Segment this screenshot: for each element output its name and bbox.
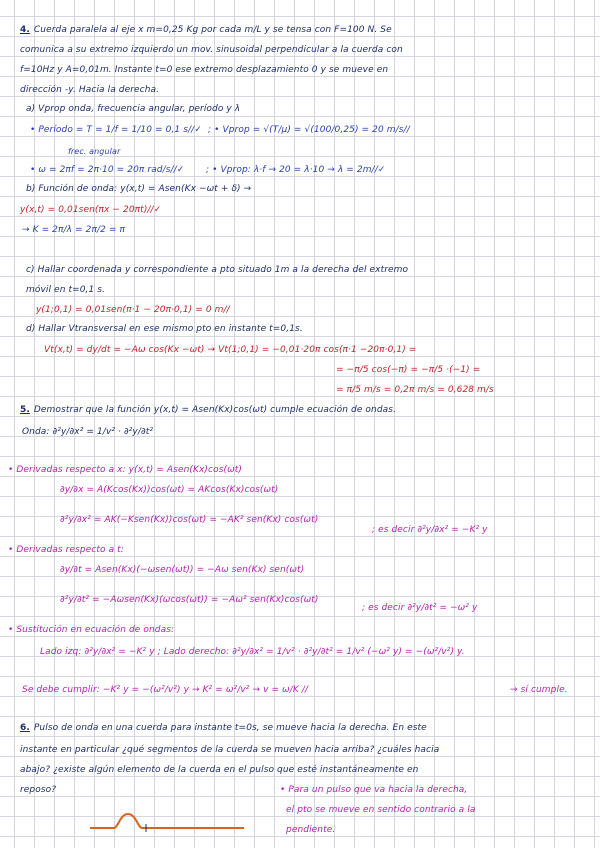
wave-equation: Onda: ∂²y/∂x² = 1/v² · ∂²y/∂t² (22, 427, 154, 437)
problem6-statement-line4: reposo? (20, 785, 57, 795)
problem5-number: 5. (20, 405, 30, 415)
vt-formula: Vt(x,t) = dy/dt = −Aω cos(Kx −ωt) → Vt(1;0,1) = −0,01·20π cos(π·1 −20π·0,1) = (44, 345, 417, 355)
problem4-statement-text1: Cuerda paralela al eje x m=0,25 Kg por cada m/L y se tensa con F=100 N. Se (33, 25, 392, 35)
deriv-t-second: ∂²y/∂t² = −Aωsen(Kx)(ωcos(ωt)) = −Aω² sen(Kx)cos(ωt) (60, 595, 319, 605)
problem4-number: 4. (20, 25, 30, 35)
pulse-diagram (88, 806, 248, 840)
deriv-x-conclusion: ; es decir ∂²y/∂x² = −K² y (372, 525, 488, 535)
vt-step3: = π/5 m/s = 0,2π m/s = 0,628 m/s (336, 385, 494, 395)
problem4-statement-line3: f=10Hz y A=0,01m. Instante t=0 ese extremo desplazamiento 0 y se mueve en (20, 65, 389, 75)
part-d-title: d) Hallar Vtransversal en ese mismo pto en instante t=0,1s. (26, 324, 303, 334)
k-calculation: → K = 2π/λ = 2π/2 = π (22, 225, 126, 235)
part-c-title-line1: c) Hallar coordenada y correspondiente a pto situado 1m a la derecha del extremo (26, 265, 409, 275)
vt-step2: = −π/5 cos(−π) = −π/5 ·(−1) = (336, 365, 481, 375)
part-a-title: a) Vprop onda, frecuencia angular, período y λ (26, 104, 241, 114)
deriv-x-title: • Derivadas respecto a x: y(x,t) = Asen(Kx)cos(ωt) (8, 465, 242, 475)
problem4-statement-line1 (20, 24, 392, 36)
problem6-statement-line2: instante en particular ¿qué segmentos de la cuerda se mueven hacia arriba? ¿cuáles hacia (20, 745, 440, 755)
problem6-statement-line1 (20, 722, 427, 734)
problem6-answer-line1: • Para un pulso que va hacia la derecha, (280, 785, 468, 795)
omega-line: • ω = 2πf = 2π·10 = 20π rad/s//✓ (30, 165, 185, 175)
deriv-t-title: • Derivadas respecto a t: (8, 545, 124, 555)
problem6-answer-line3: pendiente. (286, 825, 336, 835)
problem6-statement-text1: Pulso de onda en una cuerda para instante t=0s, se mueve hacia la derecha. En este (33, 723, 427, 733)
part-c-title-line2: móvil en t=0,1 s. (26, 285, 106, 295)
problem5-statement (20, 404, 396, 416)
frec-angular-label: frec. angular (68, 147, 121, 156)
problem5-statement-text: Demostrar que la función y(x,t) = Asen(Kx)cos(ωt) cumple ecuación de ondas. (33, 405, 397, 415)
substitution-line: Lado izq: ∂²y/∂x² = −K² y ; Lado derecho: ∂²y/∂x² = 1/v² · ∂²y/∂t² = 1/v² (−ω² y) = −(ω²/v²) y. (40, 647, 465, 657)
part-b-title: b) Función de onda: y(x,t) = Asen(Kx −ωt + δ) → (26, 184, 252, 194)
part-c-result: y(1;0,1) = 0,01sen(π·1 − 20π·0,1) = 0 m// (36, 305, 230, 315)
substitution-title: • Sustitución en ecuación de ondas: (8, 625, 175, 635)
periodo-line: • Período = T = 1/f = 1/10 = 0,1 s//✓ (30, 125, 202, 135)
deriv-x-first: ∂y/∂x = A(Kcos(Kx))cos(ωt) = AKcos(Kx)cos(ωt) (60, 485, 279, 495)
lambda-line: ; • Vprop: λ·f → 20 = λ·10 → λ = 2m//✓ (206, 165, 386, 175)
problem4-statement-line4: dirección -y. Hacia la derecha. (20, 85, 160, 95)
problem6-statement-line3: abajo? ¿existe algún elemento de la cuerda en el pulso que esté instantáneamente en (20, 765, 419, 775)
deriv-t-first: ∂y/∂t = Asen(Kx)(−ωsen(ωt)) = −Aω sen(Kx) sen(ωt) (60, 565, 305, 575)
problem4-statement-line2: comunica a su extremo izquierdo un mov. sinusoidal perpendicular a la cuerda con (20, 45, 403, 55)
problem6-answer-line2: el pto se mueve en sentido contrario a la (286, 805, 476, 815)
wave-function: y(x,t) = 0,01sen(πx − 20πt)//✓ (20, 205, 162, 215)
must-hold-line: Se debe cumplir: −K² y = −(ω²/v²) y → K² = ω²/v² → v = ω/K // (22, 685, 309, 695)
result-line: → sí cumple. (510, 685, 568, 695)
string-pulse-curve (90, 814, 244, 828)
problem6-number: 6. (20, 723, 30, 733)
vprop-line: ; • Vprop = √(T/μ) = √(100/0,25) = 20 m/s// (208, 125, 410, 135)
deriv-x-second: ∂²y/∂x² = AK(−Ksen(Kx))cos(ωt) = −AK² sen(Kx) cos(ωt) (60, 515, 319, 525)
deriv-t-conclusion: ; es decir ∂²y/∂t² = −ω² y (362, 603, 478, 613)
